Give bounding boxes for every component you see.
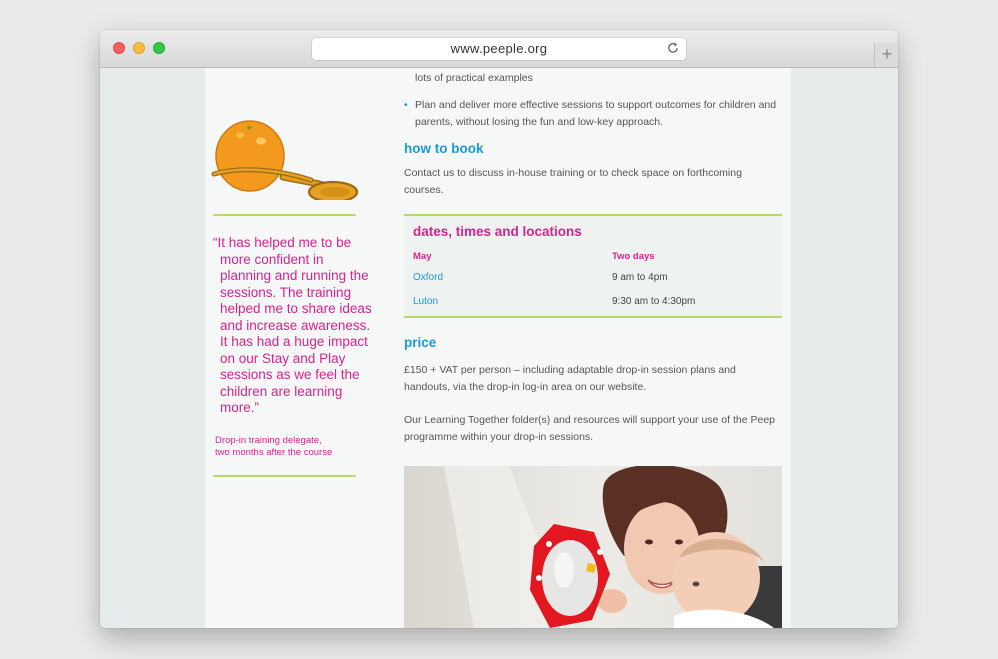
browser-window — [100, 30, 898, 628]
bullet-continuation: lots of practical examples — [415, 72, 533, 84]
dates-box — [404, 214, 782, 318]
address-bar[interactable] — [312, 38, 686, 60]
month-column-header: May — [413, 251, 432, 262]
how-to-book-heading: how to book — [404, 141, 484, 156]
quote-attribution: Drop-in training delegate, two months after the course — [215, 435, 333, 458]
how-to-book-text: Contact us to discuss in-house training or to check space on forthcoming courses. — [404, 167, 742, 196]
new-tab-button[interactable] — [874, 43, 898, 67]
title-bar — [100, 30, 898, 68]
minimize-window-button[interactable] — [133, 42, 145, 54]
plus-icon: + — [881, 44, 893, 64]
time-luton: 9:30 am to 4:30pm — [612, 296, 696, 307]
bullet-item: • Plan and deliver more effective sessions to support outcomes for children and parents, without losing the fun and low-key approach. — [404, 97, 779, 130]
location-luton-link[interactable]: Luton — [413, 296, 439, 307]
orange-and-spoon-illustration — [211, 120, 361, 200]
quote-text: “It has helped me to be more confident in planning and running the sessions. The training helped me to share ideas and increase awareness. It has had a huge impact on our Stay and Play sessions as we feel the children are learning more.” — [213, 235, 372, 415]
url-text: www.peeple.org — [450, 41, 548, 56]
web-viewport — [100, 68, 898, 628]
price-text: £150 + VAT per person – including adaptable drop-in session plans and handouts, via the drop-in log-in area on our website. — [404, 364, 736, 393]
resources-text: Our Learning Together folder(s) and resources will support your use of the Peep programme within your drop-in sessions. — [404, 414, 776, 443]
time-oxford: 9 am to 4pm — [612, 272, 668, 283]
sidebar-divider-bottom — [213, 475, 356, 477]
close-window-button[interactable] — [113, 42, 125, 54]
zoom-window-button[interactable] — [153, 42, 165, 54]
sidebar-divider-top — [213, 214, 356, 216]
testimonial-quote — [213, 235, 373, 417]
dates-heading: dates, times and locations — [413, 224, 582, 239]
page-content — [205, 68, 791, 628]
location-oxford-link[interactable]: Oxford — [413, 272, 444, 283]
price-heading: price — [404, 335, 437, 350]
mother-and-baby-photo — [404, 466, 782, 628]
reload-icon[interactable] — [666, 41, 680, 55]
duration-column-header: Two days — [612, 251, 655, 262]
